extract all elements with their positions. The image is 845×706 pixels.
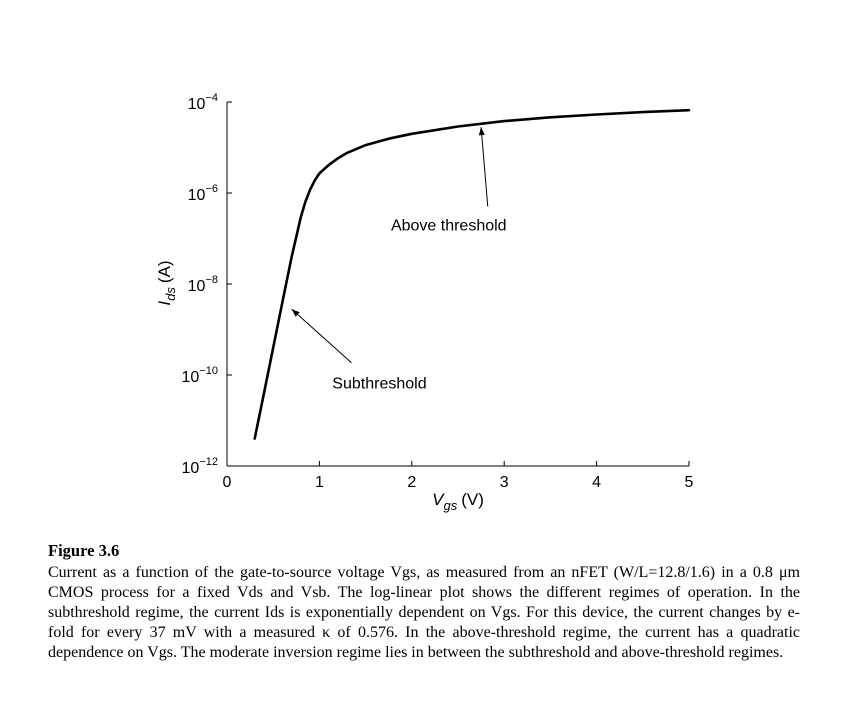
annotation-arrowhead xyxy=(479,127,485,135)
y-tick-label: $10^{-12}$ xyxy=(181,456,218,477)
x-tick-label: 0 xyxy=(222,474,232,491)
y-tick-label: $10^{-6}$ xyxy=(187,183,218,204)
x-axis-label: $V_{gs}$ (V) xyxy=(432,490,484,513)
y-axis-label: $I_{ds}(A)$ xyxy=(155,260,178,306)
series-line-0 xyxy=(255,110,689,438)
y-tick-label: $10^{-4}$ xyxy=(187,92,218,113)
x-tick-label: 4 xyxy=(592,474,602,491)
annotation-arrow xyxy=(292,309,352,363)
x-tick-label: 3 xyxy=(499,474,509,491)
y-tick-label: $10^{-8}$ xyxy=(187,274,218,295)
y-ticks xyxy=(182,92,232,477)
caption-text: Current as a function of the gate-to-source voltage Vgs, as measured from an nFET (W/L=12.8/1.6) in a 0.8 μm CMOS process for a fixed Vds and Vsb. The log-linear plot shows the different regimes of operation. In the subthreshold regime, the current Ids is exponentially dependent on Vgs. For this device, the current changes by e-fold for every 37 mV with a measured κ of 0.576. In the above-threshold regime, the current has a quadratic dependence on Vgs. The moderate inversion regime lies in between the subthreshold and above-threshold regimes. xyxy=(48,564,800,661)
series xyxy=(255,110,689,438)
annotation-arrow xyxy=(481,127,488,206)
y-tick-label: $10^{-10}$ xyxy=(181,365,218,386)
annotation-label: Subthreshold xyxy=(332,375,427,393)
figure-caption xyxy=(48,541,800,663)
x-tick-label: 5 xyxy=(684,474,694,491)
caption-title: Figure 3.6 xyxy=(48,541,120,560)
annotations xyxy=(292,127,507,393)
axes xyxy=(227,102,689,466)
annotation-label: Above threshold xyxy=(390,217,507,235)
x-tick-label: 2 xyxy=(407,474,417,491)
x-tick-label: 1 xyxy=(314,474,324,491)
